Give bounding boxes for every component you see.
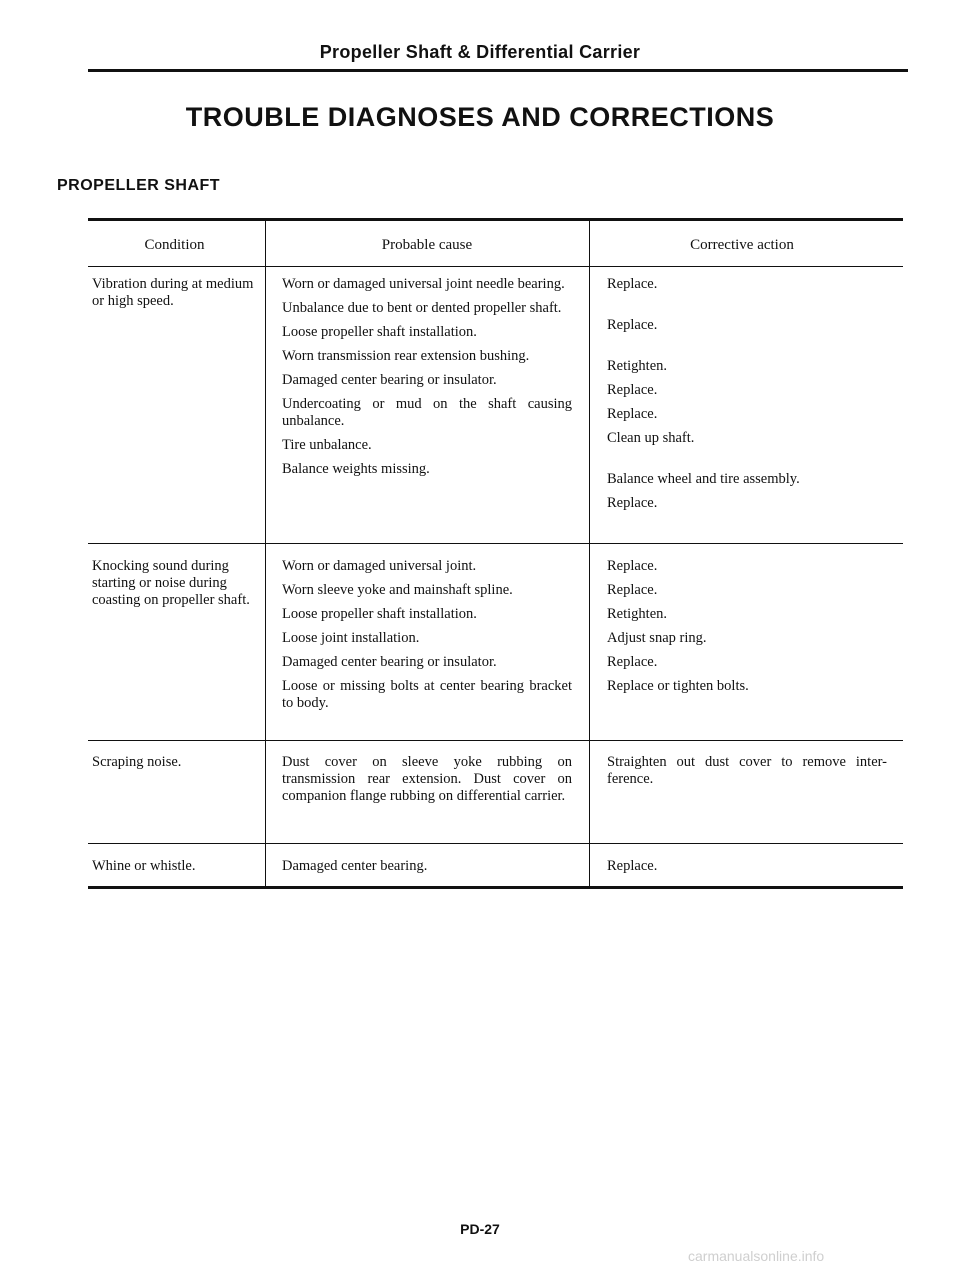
cause-item: Worn sleeve yoke and mainshaft spline. [282,582,513,598]
action-item: Replace. [607,582,658,598]
action-item: Replace. [607,858,658,874]
action-item: Replace. [607,382,658,398]
cause-item: Worn or damaged universal joint. [282,558,477,574]
cause-item: Damaged center bearing. [282,858,428,874]
table-top-rule [88,218,903,221]
row-divider [88,740,903,741]
column-header-action: Corrective action [690,237,794,253]
action-list [607,276,907,519]
condition-cell: Vibration during at medium or high speed. [92,276,254,309]
cause-item: Balance weights missing. [282,461,430,477]
cause-list [282,558,572,719]
action-item: Replace. [607,654,658,670]
action-item: Replace. [607,276,658,292]
action-item: Replace. [607,558,658,574]
action-item: Replace. [607,406,658,422]
action-list [607,858,907,882]
column-divider [589,219,590,888]
action-item: Clean up shaft. [607,430,695,446]
header-rule [88,69,908,72]
column-header-cause: Probable cause [381,237,473,253]
cause-item: Dust cover on sleeve yoke rubbing on transmission rear extension. Dust cover on companion flange rubbing on differential carrier. [282,754,572,804]
cause-item: Tire unbalance. [282,437,372,453]
page-number: PD-27 [460,1221,500,1237]
section-title: PROPELLER SHAFT [57,177,221,194]
cause-list [282,754,572,812]
action-item: Replace. [607,317,658,333]
row-divider [88,843,903,844]
condition-cell: Whine or whistle. [92,858,196,874]
cause-item: Damaged center bearing or insulator. [282,654,497,670]
column-header-condition: Condition [144,237,205,253]
action-item: Replace or tighten bolts. [607,678,749,694]
cause-item: Loose propeller shaft installation. [282,606,477,622]
action-item: Straighten out dust cover to remove inter- ference. [607,754,887,787]
cause-list [282,276,572,485]
column-divider [265,219,266,888]
page-title: TROUBLE DIAGNOSES AND CORRECTIONS [185,102,775,132]
action-list [607,558,907,702]
header-divider [88,266,903,267]
cause-item: Undercoating or mud on the shaft causing unbalance. [282,396,572,429]
cause-list [282,858,572,882]
action-list [607,754,907,795]
action-item: Adjust snap ring. [607,630,707,646]
cause-item: Loose propeller shaft installation. [282,324,477,340]
row-divider [88,543,903,544]
condition-cell: Scraping noise. [92,754,182,770]
table-bottom-rule [88,886,903,889]
cause-item: Loose or missing bolts at center bearing bracket to body. [282,678,572,711]
condition-cell: Knocking sound during starting or noise during coasting on propeller shaft. [92,558,250,608]
action-item: Replace. [607,495,658,511]
cause-item: Damaged center bearing or insulator. [282,372,497,388]
cause-item: Worn transmission rear extension bushing. [282,348,530,364]
action-item: Retighten. [607,358,668,374]
cause-item: Worn or damaged universal joint needle bearing. [282,276,565,292]
cause-item: Unbalance due to bent or dented propeller shaft. [282,300,562,316]
action-item: Retighten. [607,606,668,622]
action-item: Balance wheel and tire assembly. [607,471,800,487]
watermark: carmanualsonline.info [688,1248,825,1264]
page-header: Propeller Shaft & Differential Carrier [319,42,641,62]
cause-item: Loose joint installation. [282,630,420,646]
